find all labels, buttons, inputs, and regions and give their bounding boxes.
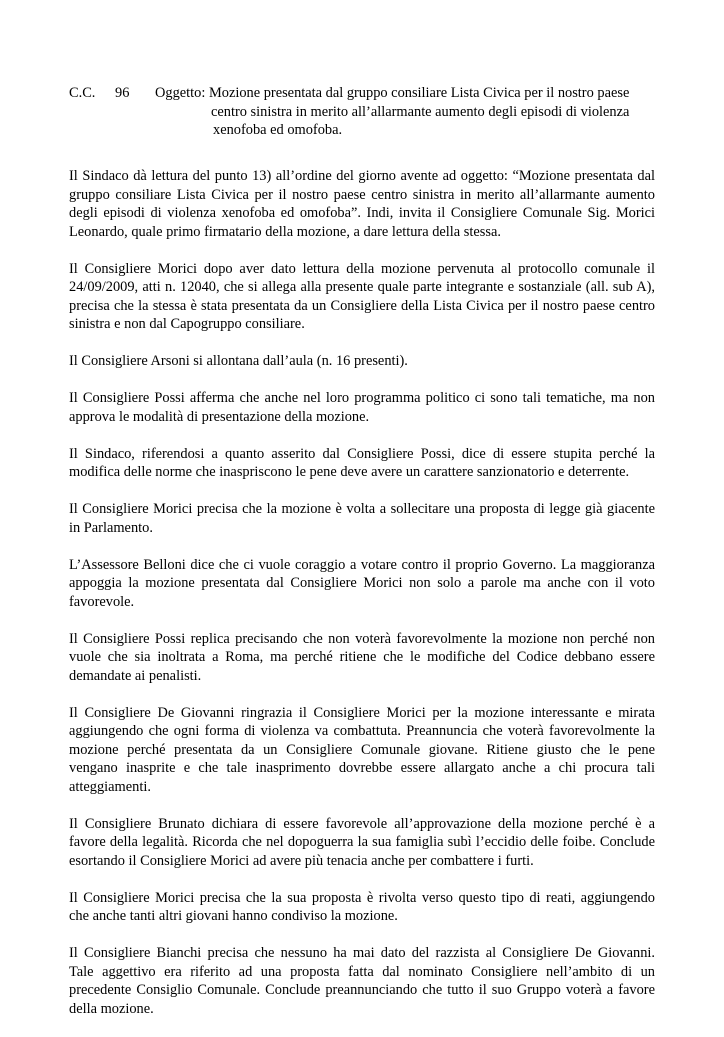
text-line: Il Sindaco dà lettura del punto 13) all’ordine del giorno avente ad oggetto: “Mozione presentata dal bbox=[69, 168, 655, 184]
subject-line-3: xenofoba ed omofoba. bbox=[213, 122, 343, 138]
text-line: precisa che la stessa è stata presentata da un Consigliere della Lista Civica per il nostro paese centro bbox=[69, 297, 655, 314]
paragraph-possi-1 bbox=[69, 389, 655, 426]
text-line: Tale aggettivo era riferito ad una proposta fatta dal nominato Consigliere nell’ambito di un bbox=[69, 963, 655, 980]
text-line: Il Consigliere De Giovanni ringrazia il Consigliere Morici per la mozione interessante e mirata bbox=[69, 704, 655, 721]
paragraph-morici-3 bbox=[69, 889, 655, 926]
text-line: sinistra e non dal Capogruppo consiliare. bbox=[69, 316, 305, 332]
paragraph-de-giovanni bbox=[69, 704, 655, 797]
paragraph-brunato bbox=[69, 815, 655, 871]
text-line: della mozione. bbox=[69, 1000, 154, 1017]
text-line: Il Consigliere Arsoni si allontana dall’aula (n. 16 presenti). bbox=[69, 353, 408, 369]
paragraph-morici-2 bbox=[69, 500, 655, 537]
text-line: L’Assessore Belloni dice che ci vuole coraggio a votare contro il proprio Governo. La maggioranza bbox=[69, 556, 655, 573]
text-line: Il Consigliere Morici dopo aver dato lettura della mozione pervenuta al protocollo comunale il bbox=[69, 260, 655, 277]
text-line: 24/09/2009, atti n. 12040, che si allega alla presente quale parte integrante e sostanziale (all. sub A), bbox=[69, 279, 655, 295]
text-line: approva le modalità di presentazione della mozione. bbox=[69, 408, 370, 425]
document-body bbox=[69, 167, 655, 1037]
paragraph-sindaco-risposta bbox=[69, 445, 655, 482]
text-line: favorevole. bbox=[69, 593, 135, 610]
text-line: modifica delle norme che inaspriscono le pene deve avere un carattere sanzionatorio e deterrente. bbox=[69, 464, 630, 480]
subject-line-1: Oggetto: Mozione presentata dal gruppo consiliare Lista Civica per il nostro paese bbox=[155, 85, 630, 101]
text-line: in Parlamento. bbox=[69, 519, 153, 536]
text-line: vengano inasprite e che tale inasprimento dovrebbe essere allargato anche a chi procura tali bbox=[69, 760, 655, 776]
subject-line-2: centro sinistra in merito all’allarmante aumento degli episodi di violenza bbox=[211, 103, 630, 120]
paragraph-sindaco-lettura bbox=[69, 167, 655, 241]
text-line: esortando il Consigliere Morici ad avere più tenacia anche per combattere i furti. bbox=[69, 852, 534, 869]
council-label: C.C. bbox=[69, 85, 96, 101]
paragraph-morici-lettura bbox=[69, 260, 655, 334]
text-line: Il Consigliere Possi replica precisando che non voterà favorevolmente la mozione non perché non bbox=[69, 630, 655, 647]
text-line: favore della legalità. Ricorda che nel dopoguerra la sua famiglia subì l’eccidio delle foibe. Conclude bbox=[69, 834, 655, 850]
text-line: precedente Consiglio Comunale. Conclude preannunciando che tutto il suo Gruppo voterà a favore bbox=[69, 982, 655, 998]
text-line: che anche tanti altri giovani hanno condiviso la mozione. bbox=[69, 908, 398, 924]
paragraph-arsoni bbox=[69, 352, 655, 371]
text-line: vuole che sia inoltrata a Roma, ma perché ritiene che le modifiche del Codice debbano essere bbox=[69, 649, 655, 665]
text-line: Il Consigliere Morici precisa che la mozione è volta a sollecitare una proposta di legge già giacente bbox=[69, 501, 655, 517]
text-line: Il Consigliere Brunato dichiara di essere favorevole all’approvazione della mozione perché è a bbox=[69, 815, 655, 832]
paragraph-possi-2 bbox=[69, 630, 655, 686]
paragraph-bianchi bbox=[69, 944, 655, 1018]
text-line: degli episodi di violenza xenofoba ed omofoba”. Indi, invita il Consigliere Comunale Sig. Morici bbox=[69, 205, 655, 221]
text-line: gruppo consiliare Lista Civica per il nostro paese centro sinistra in merito all’allarmante aumento bbox=[69, 186, 655, 203]
text-line: Il Consigliere Possi afferma che anche nel loro programma politico ci sono tali tematiche, ma non bbox=[69, 390, 655, 406]
text-line: demandate ai penalisti. bbox=[69, 667, 202, 684]
text-line: Il Sindaco, riferendosi a quanto asserito dal Consigliere Possi, dice di essere stupita perché la bbox=[69, 445, 655, 462]
text-line: Il Consigliere Morici precisa che la sua proposta è rivolta verso questo tipo di reati, aggiungendo bbox=[69, 889, 655, 906]
paragraph-belloni bbox=[69, 556, 655, 612]
text-line: aggiungendo che ogni forma di violenza va combattuta. Preannuncia che voterà favorevolmente la bbox=[69, 723, 655, 739]
text-line: atteggiamenti. bbox=[69, 778, 151, 795]
text-line: mozione perché presentata da un Consigliere Comunale giovane. Ritiene giusto che le pene bbox=[69, 741, 655, 758]
text-line: Leonardo, quale primo firmatario della mozione, a dare lettura della stessa. bbox=[69, 223, 501, 240]
text-line: Il Consigliere Bianchi precisa che nessuno ha mai dato del razzista al Consigliere De Giovanni. bbox=[69, 945, 655, 961]
deliberation-number: 96 bbox=[115, 85, 130, 101]
text-line: appoggia la mozione presentata dal Consigliere Morici non solo a parole ma anche con il voto bbox=[69, 575, 655, 591]
